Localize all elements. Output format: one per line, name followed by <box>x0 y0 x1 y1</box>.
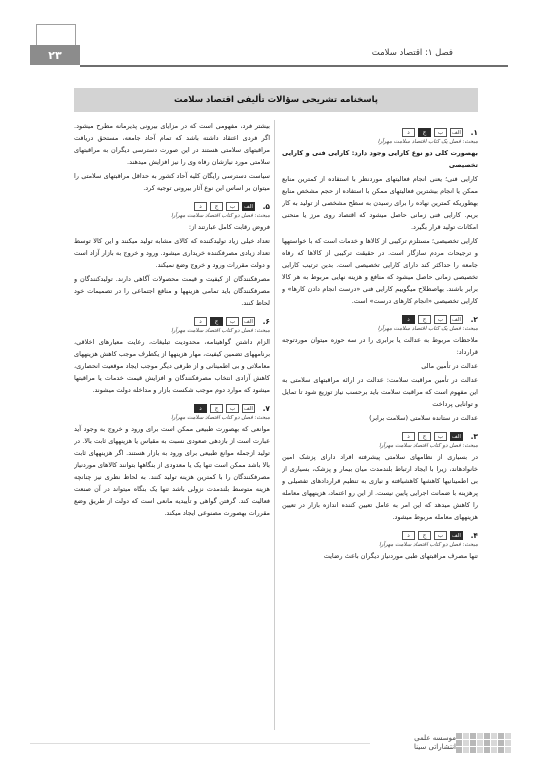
question-number: ۴. <box>470 531 478 540</box>
answer-option-4: د <box>194 202 207 211</box>
answer-paragraph: ملاحظات مربوط به عدالت یا برابری را در سه حوزه میتوان موردتوجه قرارداد: <box>282 336 478 356</box>
answer-option-2: ب <box>226 202 239 211</box>
publisher-logo-pattern <box>456 733 511 753</box>
answer-option-3: ج <box>418 315 431 324</box>
question-source: مبحث: فصل دو کتاب اقتصاد سلامت مهرآرا <box>171 415 270 421</box>
answer-option-3: ج <box>210 404 223 413</box>
answer-paragraph: عدالت در ستانده سلامتی (سلامت برابر) <box>369 414 478 422</box>
question-header <box>282 127 478 138</box>
answer-option-2: ب <box>434 315 447 324</box>
answer-option-2: ب <box>434 531 447 540</box>
answer-option-1: الف <box>450 315 463 324</box>
publisher-line-2: انتشاراتی سینا <box>414 743 456 751</box>
question-header <box>282 530 478 541</box>
answer-option-3: ج <box>418 531 431 540</box>
answer-option-1: الف <box>242 202 255 211</box>
publisher-line-1: موسسه علمی <box>414 734 456 742</box>
answer-paragraph: کارایی فنی؛ یعنی انجام فعالیتهای موردنظر با استفاده از کمترین منابع ممکن یا انجام بیشترین فعالیتهای ممکن با استفاده از حجم مشخص منابع بهطوریکه کمترین نهاده را برای رسیدن به سطح مشخصی از تولید به کار بریم. کارایی فنی زمانی حاصل میشود که اقتصاد روی مرز یا منحنی امکانات تولید قرار بگیرد. <box>282 175 478 231</box>
answer-option-1: الف <box>242 317 255 326</box>
answer-option-4: د <box>194 317 207 326</box>
answer-paragraph: عدالت در تأمین مالی <box>421 362 478 370</box>
question-header <box>74 316 270 327</box>
question-source: مبحث: فصل دو کتاب اقتصاد سلامت مهرآرا <box>171 213 270 219</box>
answer-option-4: د <box>402 128 415 137</box>
answer-option-4: د <box>402 315 415 324</box>
question-header <box>282 431 478 442</box>
question-source: مبحث: فصل یک کتاب اقتصاد سلامت مهرآرا <box>377 139 478 145</box>
header-divider <box>80 65 508 67</box>
answer-paragraph: عدالت در تأمین مراقبت سلامت: عدالت در ارائه مراقبتهای سلامتی به این مفهوم است که مراقبت سلامت باید برحسب نیاز توزیع شود تا تمایل و توانایی پرداخت <box>282 376 478 408</box>
footer-divider <box>30 743 370 744</box>
question-source: مبحث: فصل یک کتاب اقتصاد سلامت مهرآرا <box>377 326 478 332</box>
question-source: مبحث: فصل دو کتاب اقتصاد سلامت مهرآرا <box>379 443 478 449</box>
two-column-body <box>74 120 478 750</box>
answer-option-1: الف <box>450 531 463 540</box>
continued-paragraph: بیشتر فرد، مفهومی است که در مزایای بیرونی پذیرمانه مطرح میشود. اگر فردی اعتقاد داشته باشد که تمام آحاد جامعه، مستحق دریافت مراقبتهای سلامتی هستند در این صورت دسترسی دیگران به مراقبتهای سلامتی مورد نیازشان رفاه وی را نیز افزایش میدهند. <box>74 122 270 166</box>
answer-paragraph: مصرفکنندگان از کیفیت و قیمت محصولات آگاهی دارند. تولیدکنندگان و مصرفکنندگان باید تمامی هزینهها و منافع اجتماعی را در تصمیمات خود لحاظ کنند. <box>74 275 270 307</box>
answer-option-3: ج <box>210 317 223 326</box>
answer-paragraph: در بسیاری از نظامهای سلامتی پیشرفته افراد دارای پزشک امین خانوادهاند، زیرا با ایجاد ارتباط بلندمدت میان بیمار و پزشک، بسیاری از بی اطمینانیها کاهشها کاهشیافته و نیازی به تنظیم قراردادهای تفصیلی و پرهزینه با ضمانت اجرایی پایین نیست. از این رو اعتماد، هزینههای معامله را کاهش میدهد که این امر به عامل تعیین کننده اندازه بازار در تعیین هزینههای معامله مربوط میشود. <box>282 453 478 521</box>
publisher-name <box>414 734 456 752</box>
answer-option-1: الف <box>450 432 463 441</box>
page-header <box>30 38 508 68</box>
answer-option-4: د <box>194 404 207 413</box>
left-column <box>74 120 270 750</box>
answer-option-4: د <box>402 432 415 441</box>
column-divider <box>274 120 275 730</box>
answer-option-2: ب <box>226 317 239 326</box>
question-number: ۵. <box>262 202 270 211</box>
publisher-footer <box>391 730 511 756</box>
page-number: ۲۳ <box>30 45 80 65</box>
answer-option-2: ب <box>226 404 239 413</box>
question-number: ۲. <box>470 315 478 324</box>
answer-paragraph: فروض رقابت کامل عبارتند از: <box>188 223 270 231</box>
question-number: ۷. <box>262 404 270 413</box>
answer-paragraph: تنها مصرف مراقبتهای طبی موردنیاز دیگران باعث رضایت <box>323 552 478 560</box>
answer-paragraph: بهصورت کلی دو نوع کارایی وجود دارد: کارایی فنی و کارایی تخصیصی <box>282 149 478 169</box>
question-header <box>74 201 270 212</box>
answer-option-2: ب <box>434 128 447 137</box>
continued-paragraph: سیاست دسترسی رایگان کلیه آحاد کشور به حداقل مراقبتهای سلامتی را میتوان بر اساس این نوع آثار بیرونی توجیه کرد. <box>74 172 270 192</box>
answer-option-4: د <box>402 531 415 540</box>
answer-paragraph: کارایی تخصیصی؛ مستلزم ترکیبی از کالاها و خدمات است که با خواستهها و ترجیحات مردم سازگار است. در حقیقت ترکیبی از کالاها که رفاه جامعه را حداکثر کند دارای کارایی تخصیصی است. بدین ترتیب کارایی تخصیصی زمانی حاصل میشود که منافع و هزینه نهایی مربوط به هر کالا برابر باشند. بهاصطلاح میگوییم کارایی فنی «درست انجام دادن کارها» و کارایی تخصیصی «انجام کارهای درست» است. <box>282 237 478 305</box>
right-column <box>282 120 478 750</box>
question-number: ۳. <box>470 432 478 441</box>
corner-decoration <box>36 24 76 46</box>
chapter-title: فصل ۱: اقتصاد سلامت <box>371 48 453 58</box>
answer-paragraph: موانعی که بهصورت طبیعی ممکن است برای ورود و خروج به وجود آید عبارت است از بازدهی صعودی نسبت به مقیاس یا هزینههای ثابت بالا. در تولید ازجمله موانع طبیعی برای ورود به بازار هستند. اگر هزینههای ثابت بالا باشد ممکن است تنها یک یا معدودی از بنگاهها بتوانند کالاهای موردنیاز مصرفکنندگان را با کمترین هزینه تولید کنند. به لحاظ نظری نیز چنانچه هزینه متوسط بلندمدت نزولی باشد تنها یک بنگاه میتواند در آن صنعت فعالیت کند. گرفتن گواهی و تأییدیه مانعی است که دولت از طریق وضع مقررات بهصورت مصنوعی ایجاد میکند. <box>74 425 270 517</box>
answer-option-3: ج <box>418 432 431 441</box>
question-header <box>74 403 270 414</box>
question-number: ۶. <box>262 317 270 326</box>
answer-paragraph: تعداد خیلی زیاد تولیدکننده که کالای مشابه تولید میکنند و این کالا توسط تعداد زیادی مصرفکننده خریداری میشود. ورود و خروج به بازار آزاد است و دولت مقررات ورود و خروج وضع نمیکند. <box>74 237 270 269</box>
question-source: مبحث: فصل دو کتاب اقتصاد سلامت مهرآرا <box>379 542 478 548</box>
answer-option-1: الف <box>450 128 463 137</box>
answer-option-2: ب <box>434 432 447 441</box>
question-header <box>282 314 478 325</box>
question-source: مبحث: فصل دو کتاب اقتصاد سلامت مهرآرا <box>171 328 270 334</box>
answer-paragraph: الزام داشتن گواهینامه، محدودیت تبلیغات، رعایت معیارهای اخلاقی، برنامههای تضمین کیفیت، مهار هزینهها از یکطرف موجب کاهش هزینههای معاملاتی و بی اطمینانی و از طرفی دیگر موجب ایجاد موقعیت انحصاری، کاهش آزادی انتخاب مصرفکنندگان و افزایش قیمت خدمات یا مراقبتها میشود که موارد دوم موجب شکست بازار و مداخله دولت میشوند. <box>74 338 270 394</box>
answer-option-1: الف <box>242 404 255 413</box>
question-number: ۱. <box>470 128 478 137</box>
answer-key-banner: پاسخنامه تشریحی سؤالات تألیفی اقتصاد سلامت <box>74 88 478 112</box>
answer-option-3: ج <box>210 202 223 211</box>
answer-option-3: ج <box>418 128 431 137</box>
